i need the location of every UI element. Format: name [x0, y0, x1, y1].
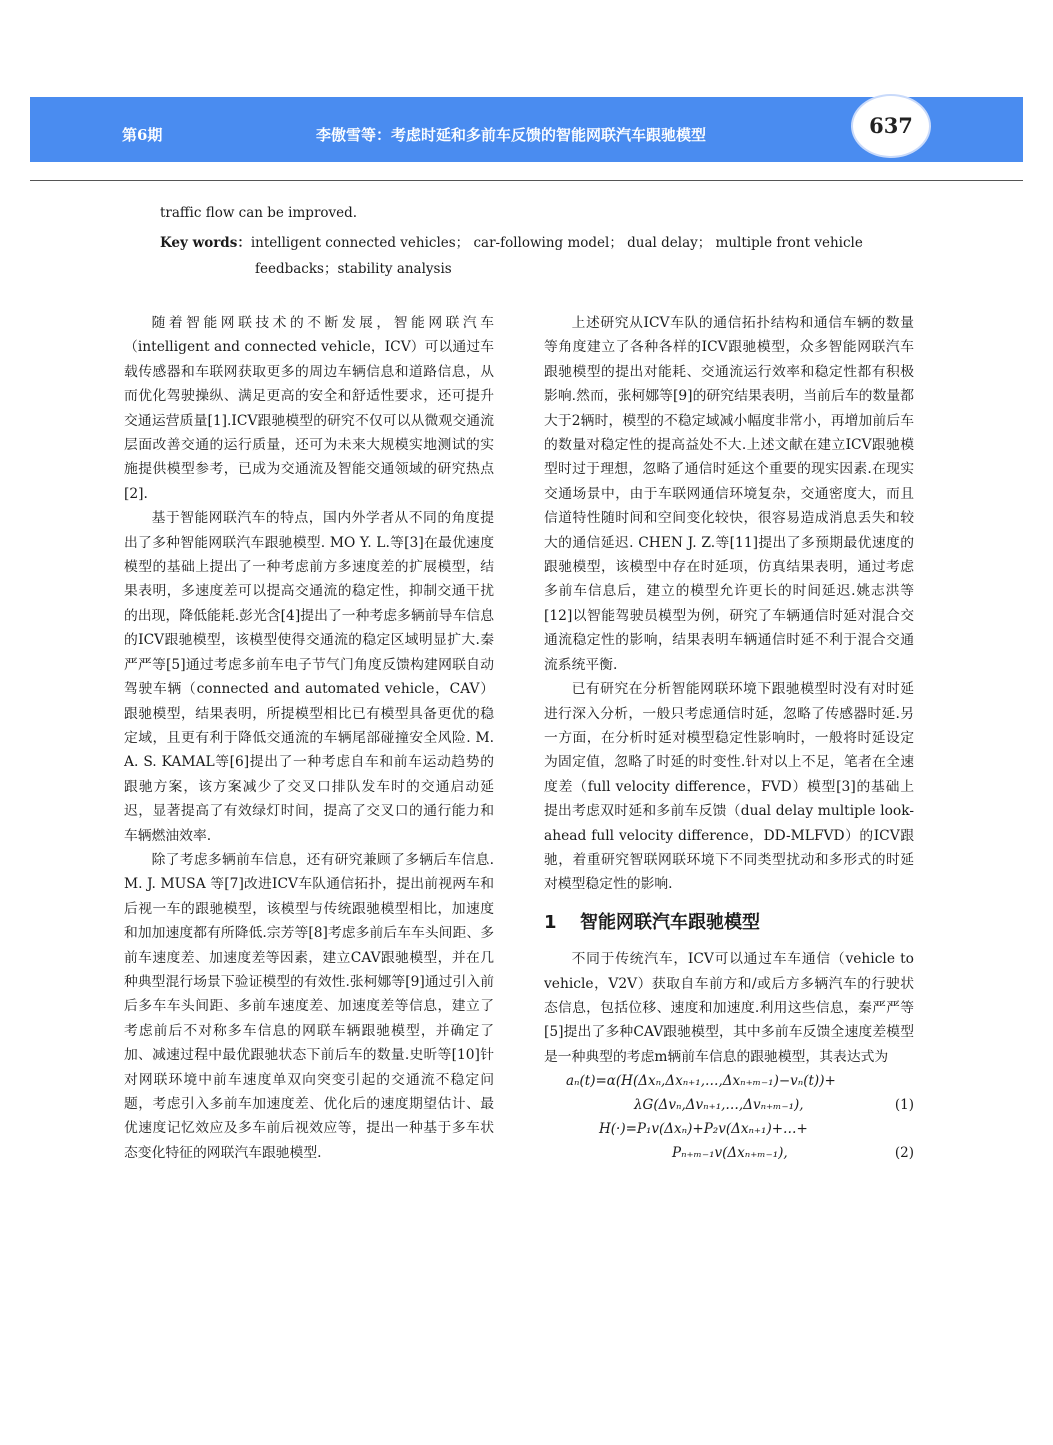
- abstract-tail: traffic flow can be improved.: [160, 205, 358, 221]
- issue-number: 第6期: [122, 126, 163, 144]
- equation-number: (1): [894, 1097, 914, 1114]
- paragraph: 随着智能网联技术的不断发展，智能网联汽车（intelligent and connected vehicle，ICV）可以通过车载传感器和车联网获取更多的周边车辆信息和道路信息，从而优化驾驶操纵、满足更高的安全和舒适性要求，还可提升交通运营质量[1].ICV跟驰模型的研究不仅可以从微观交通流层面改善交通的运行质量，还可为未来大规模实地测试的实施提供模型参考，已成为交通流及智能交通领域的研究热点[2].: [124, 315, 494, 502]
- equation-text: H(·)=P₁v(Δxₙ)+P₂v(Δxₙ₊₁)+…+: [599, 1121, 808, 1138]
- section-title: 智能网联汽车跟驰模型: [580, 911, 760, 933]
- equation-2-cont: [544, 1141, 914, 1165]
- paragraph: 已有研究在分析智能网联环境下跟驰模型时没有对时延进行深入分析，一般只考虑通信时延，忽略了传感器时延.另一方面，在分析时延对模型稳定性影响时，一般将时延设定为固定值，忽略了时延的时变性.针对以上不足，笔者在全速度差（full velocity difference，FVD）模型[3]的基础上提出考虑双时延和多前车反馈（dual delay multiple look-ahead full velocity difference，DD-MLFVD）的ICV跟驰，着重研究智联网联环境下不同类型扰动和多形式的时延对模型稳定性的影响.: [544, 681, 914, 893]
- header-rule: [30, 180, 1023, 181]
- keywords-continuation: feedbacks；stability analysis: [255, 261, 452, 277]
- equation-number: (2): [894, 1145, 914, 1162]
- keywords-label: Key words：: [160, 235, 251, 251]
- equation-text: Pₙ₊ₘ₋₁v(Δxₙ₊ₘ₋₁),: [672, 1145, 788, 1162]
- equation-text: λG(Δvₙ,Δvₙ₊₁,…,Δvₙ₊ₘ₋₁),: [634, 1097, 804, 1114]
- left-column: [124, 311, 494, 1165]
- equation-text: aₙ(t)=α(H(Δxₙ,Δxₙ₊₁,…,Δxₙ₊ₘ₋₁)−vₙ(t))+: [566, 1073, 836, 1090]
- paragraph: 除了考虑多辆前车信息，还有研究兼顾了多辆后车信息. M. J. MUSA 等[7]改进ICV车队通信拓扑，提出前视两车和后视一车的跟驰模型，该模型与传统跟驰模型相比，加速度和加加速度都有所降低.宗芳等[8]考虑多前后车车头间距、多前车速度差、加速度差等因素，建立CAV跟驰模型，并在几种典型混行场景下验证模型的有效性.张柯娜等[9]通过引入前后多车车头间距、多前车速度差、加速度差等信息，建立了考虑前后不对称多车信息的网联车辆跟驰模型，并确定了加、减速过程中最优跟驰状态下前后车的数量.史昕等[10]针对网联环境中前车速度单双向突变引起的交通流不稳定问题，考虑引入多前车加速度差、优化后的速度期望估计、最优速度记忆效应及多车前后视效应等，提出一种基于多车状态变化特征的网联汽车跟驰模型.: [124, 851, 494, 1161]
- paragraph: 不同于传统汽车，ICV可以通过车车通信（vehicle to vehicle，V2V）获取自车前方和/或后方多辆汽车的行驶状态信息，包括位移、速度和加速度.利用这些信息，秦严严等[5]提出了多种CAV跟驰模型，其中多前车反馈全速度差模型是一种典型的考虑m辆前车信息的跟驰模型，其表达式为: [544, 951, 914, 1065]
- page-number: 637: [853, 96, 929, 156]
- keywords-line: [160, 231, 863, 251]
- running-title: 李傲雪等：考虑时延和多前车反馈的智能网联汽车跟驰模型: [316, 126, 707, 144]
- equation-1-cont: [544, 1093, 914, 1117]
- keywords-text: intelligent connected vehicles； car-following model； dual delay； multiple front vehicle: [250, 235, 863, 251]
- equation-2: [544, 1117, 914, 1141]
- paragraph: 上述研究从ICV车队的通信拓扑结构和通信车辆的数量等角度建立了各种各样的ICV跟驰模型，众多智能网联汽车跟驰模型的提出对能耗、交通流运行效率和稳定性都有积极影响.然而，张柯娜等[9]的研究结果表明，当前后车的数量都大于2辆时，模型的不稳定域减小幅度非常小，再增加前后车的数量对稳定性的提高益处不大.上述文献在建立ICV跟驰模型时过于理想，忽略了通信时延这个重要的现实因素.在现实交通场景中，由于车联网通信环境复杂，交通密度大，而且信道特性随时间和空间变化较快，很容易造成消息丢失和较大的通信延迟. CHEN J. Z.等[11]提出了多预期最优速度的跟驰模型，该模型中存在时延项，仿真结果表明，通过考虑多前车信息后，建立的模型允许更长的时间延迟.姚志洪等[12]以智能驾驶员模型为例，研究了车辆通信时延对混合交通流稳定性的影响，结果表明车辆通信时延不利于混合交通流系统平衡.: [544, 315, 914, 673]
- section-heading: [544, 911, 914, 935]
- paragraph: 基于智能网联汽车的特点，国内外学者从不同的角度提出了多种智能网联汽车跟驰模型. MO Y. L.等[3]在最优速度模型的基础上提出了一种考虑前方多速度差的扩展模型，结果表明，多速度差可以提高交通流的稳定性，抑制交通干扰的出现，降低能耗.彭光含[4]提出了一种考虑多辆前导车信息的ICV跟驰模型，该模型使得交通流的稳定区域明显扩大.秦严严等[5]通过考虑多前车电子节气门角度反馈构建网联自动驾驶车辆（connected and automated vehicle，CAV）跟驰模型，结果表明，所提模型相比已有模型具备更优的稳定域，且更有利于降低交通流的车辆尾部碰撞安全风险. M. A. S. KAMAL等[6]提出了一种考虑自车和前车运动趋势的跟驰方案，该方案减少了交叉口排队发车时的交通启动延迟，显著提高了有效绿灯时间，提高了交叉口的通行能力和车辆燃油效率.: [124, 510, 494, 844]
- equation-1: [544, 1069, 914, 1093]
- section-number: 1: [544, 911, 557, 933]
- right-column: [544, 311, 914, 1165]
